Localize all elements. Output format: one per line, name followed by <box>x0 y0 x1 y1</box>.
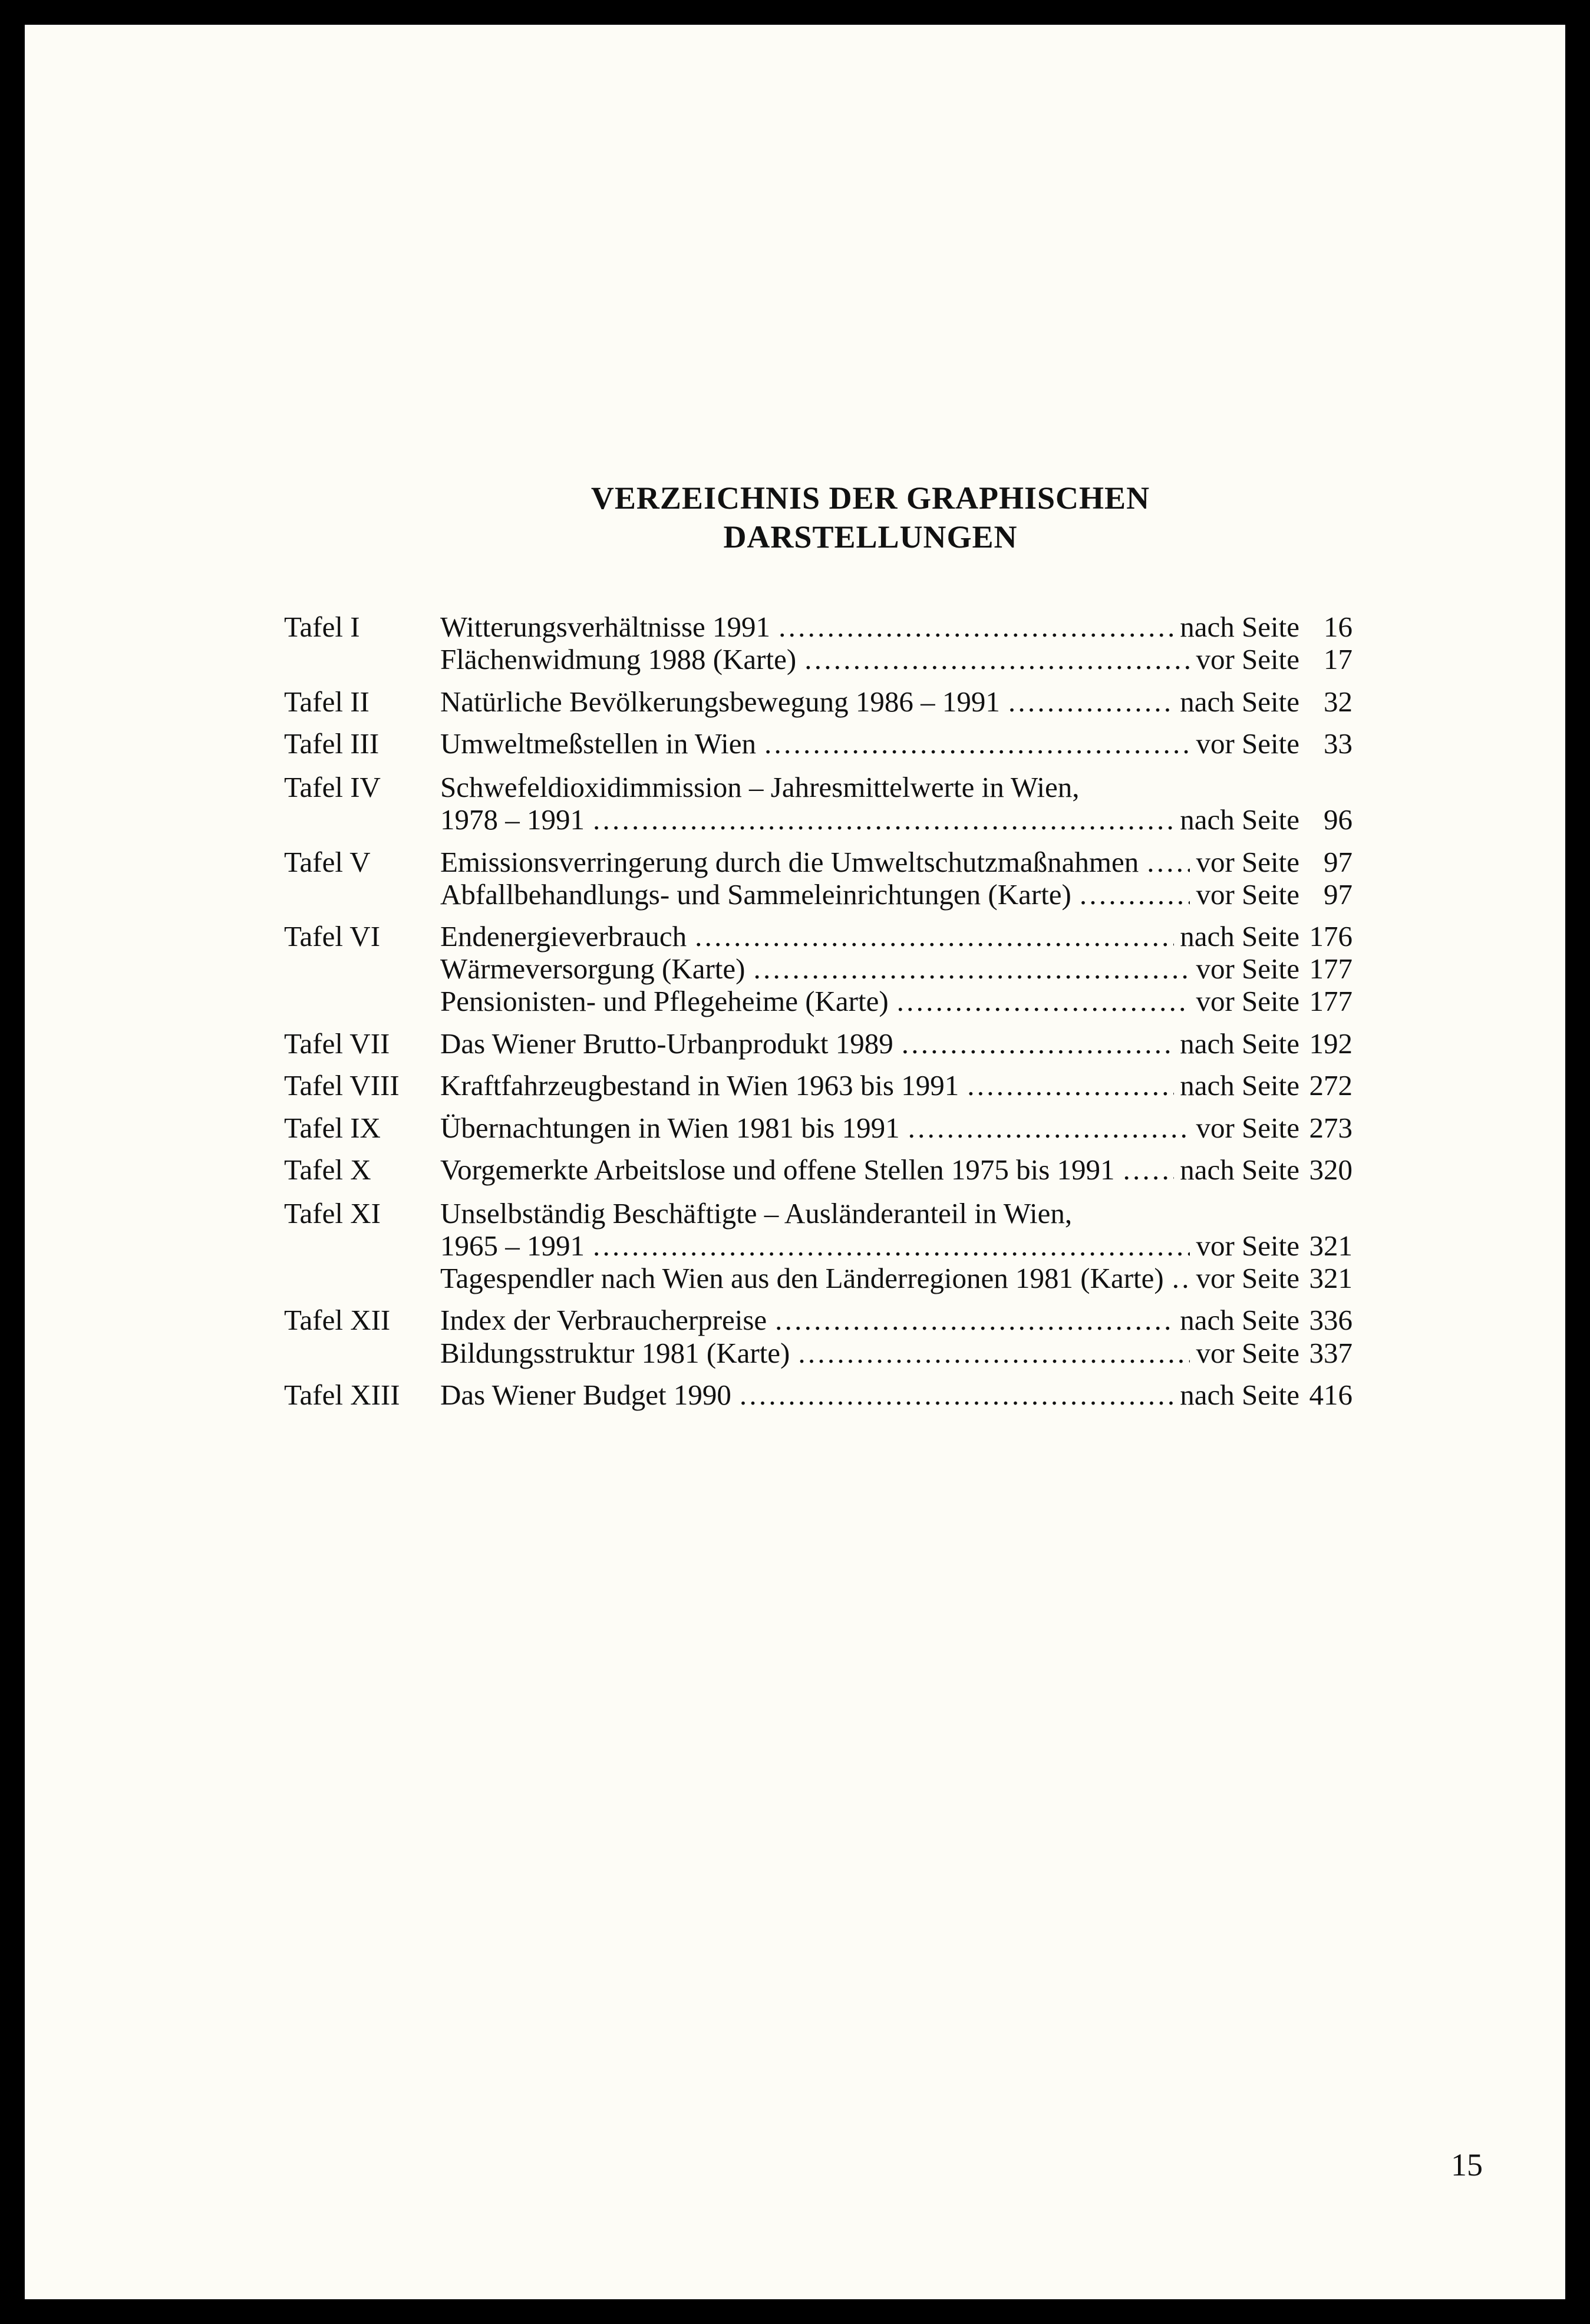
entry-page: 416 <box>1309 1379 1353 1411</box>
tafel-label: Tafel II <box>284 685 370 718</box>
page-number: 15 <box>1451 2147 1483 2183</box>
entry-title: Endenergieverbrauch <box>440 920 687 952</box>
entry <box>440 1301 1353 1339</box>
dot-leader <box>804 641 1190 678</box>
tafel-label: Tafel VII <box>284 1027 390 1060</box>
entry-title: Das Wiener Brutto-Urbanprodukt 1989 <box>440 1027 893 1060</box>
entry <box>440 683 1353 721</box>
table-row <box>25 1067 1565 1105</box>
dot-leader <box>967 1067 1174 1105</box>
table-row <box>25 801 1565 839</box>
entry-position: vor Seite <box>1196 985 1299 1017</box>
table-row <box>25 1025 1565 1063</box>
dot-leader <box>1008 683 1174 721</box>
entry-position: vor Seite <box>1196 878 1299 911</box>
entry <box>440 641 1353 678</box>
table-row <box>25 1301 1565 1339</box>
entry <box>440 876 1353 914</box>
tafel-label: Tafel III <box>284 727 380 760</box>
entry-title: Vorgemerkte Arbeitslose und offene Stellen 1975 bis 1991 <box>440 1153 1115 1186</box>
entry-title: Übernachtungen in Wien 1981 bis 1991 <box>440 1112 900 1144</box>
table-row <box>25 683 1565 721</box>
entry-page: 177 <box>1309 952 1353 985</box>
entry-page: 177 <box>1309 985 1353 1017</box>
entry-page: 96 <box>1324 803 1353 836</box>
table-row <box>25 1151 1565 1189</box>
entry-page: 192 <box>1309 1027 1353 1060</box>
entry-page: 273 <box>1309 1112 1353 1144</box>
entry-page: 176 <box>1309 920 1353 952</box>
table-row <box>25 725 1565 763</box>
title-line-1: VERZEICHNIS DER GRAPHISCHEN <box>591 480 1150 516</box>
entry-position: vor Seite <box>1196 727 1299 760</box>
entry-position: nach Seite <box>1180 1379 1299 1411</box>
dot-leader <box>775 1301 1174 1339</box>
entry-page: 17 <box>1324 643 1353 675</box>
entry-position: nach Seite <box>1180 1069 1299 1102</box>
entry-title: Pensionisten- und Pflegeheime (Karte) <box>440 985 889 1017</box>
entry-title: Schwefeldioxidimmission – Jahresmittelwerte in Wien, <box>440 771 1080 803</box>
entry <box>440 1260 1353 1297</box>
entry-page: 97 <box>1324 846 1353 878</box>
entry-title: Witterungsverhältnisse 1991 <box>440 611 771 643</box>
entry-position: vor Seite <box>1196 1229 1299 1262</box>
dot-leader <box>902 1025 1175 1063</box>
document-page <box>25 25 1565 2299</box>
entry <box>440 1067 1353 1105</box>
tafel-label: Tafel XIII <box>284 1379 400 1411</box>
entry-title: 1978 – 1991 <box>440 803 585 836</box>
entry-page: 33 <box>1324 727 1353 760</box>
entry-position: nach Seite <box>1180 920 1299 952</box>
tafel-label: Tafel XI <box>284 1197 381 1229</box>
entry <box>440 801 1353 839</box>
dot-leader <box>908 1109 1190 1147</box>
entry-page: 320 <box>1309 1153 1353 1186</box>
entry-position: nach Seite <box>1180 685 1299 718</box>
entry-title: Tagespendler nach Wien aus den Länderregionen 1981 (Karte) <box>440 1262 1164 1294</box>
entry-page: 32 <box>1324 685 1353 718</box>
entry-title: Das Wiener Budget 1990 <box>440 1379 731 1411</box>
entry-title: Unselbständig Beschäftigte – Ausländeranteil in Wien, <box>440 1197 1073 1229</box>
tafel-label: Tafel IX <box>284 1112 381 1144</box>
table-row <box>25 876 1565 914</box>
entry-title: Wärmeversorgung (Karte) <box>440 952 745 985</box>
title-line-2: DARSTELLUNGEN <box>723 519 1018 555</box>
entry-page: 16 <box>1324 611 1353 643</box>
entry <box>440 1151 1353 1189</box>
entry <box>440 725 1353 763</box>
entry-page: 337 <box>1309 1337 1353 1369</box>
tafel-label: Tafel X <box>284 1153 371 1186</box>
entry-position: nach Seite <box>1180 1153 1299 1186</box>
entry-position: nach Seite <box>1180 803 1299 836</box>
entry-position: nach Seite <box>1180 1027 1299 1060</box>
dot-leader <box>798 1334 1190 1372</box>
table-row <box>25 1376 1565 1414</box>
entry-position: vor Seite <box>1196 1112 1299 1144</box>
table-row <box>25 1260 1565 1297</box>
entry-title: Index der Verbraucherpreise <box>440 1304 767 1336</box>
tafel-label: Tafel VIII <box>284 1069 400 1102</box>
entry-position: vor Seite <box>1196 1337 1299 1369</box>
entry-title: Flächenwidmung 1988 (Karte) <box>440 643 797 675</box>
table-row <box>25 1109 1565 1147</box>
entry-page: 336 <box>1309 1304 1353 1336</box>
entry-position: vor Seite <box>1196 1262 1299 1294</box>
entry <box>440 1025 1353 1063</box>
entry <box>440 1376 1353 1414</box>
entry <box>440 983 1353 1020</box>
tafel-label: Tafel XII <box>284 1304 391 1336</box>
dot-leader <box>1123 1151 1175 1189</box>
dot-leader <box>1172 1260 1190 1297</box>
tafel-label: Tafel VI <box>284 920 381 952</box>
entry-page: 321 <box>1309 1262 1353 1294</box>
page-title <box>25 479 1590 556</box>
tafel-label: Tafel IV <box>284 771 381 803</box>
entry <box>440 1109 1353 1147</box>
entry <box>440 1334 1353 1372</box>
entry-page: 272 <box>1309 1069 1353 1102</box>
entry-title: Bildungsstruktur 1981 (Karte) <box>440 1337 790 1369</box>
entry-position: nach Seite <box>1180 611 1299 643</box>
dot-leader <box>740 1376 1174 1414</box>
dot-leader <box>897 983 1190 1020</box>
entry-position: vor Seite <box>1196 643 1299 675</box>
entry-title: Natürliche Bevölkerungsbewegung 1986 – 1991 <box>440 685 1000 718</box>
entry-page: 321 <box>1309 1229 1353 1262</box>
entry-title: 1965 – 1991 <box>440 1229 585 1262</box>
table-row <box>25 1334 1565 1372</box>
dot-leader <box>593 801 1174 839</box>
entry-title: Umweltmeßstellen in Wien <box>440 727 757 760</box>
entry-title: Kraftfahrzeugbestand in Wien 1963 bis 1991 <box>440 1069 959 1102</box>
entry-position: vor Seite <box>1196 952 1299 985</box>
entry-title: Abfallbehandlungs- und Sammeleinrichtungen (Karte) <box>440 878 1071 911</box>
dot-leader <box>764 725 1190 763</box>
entry-position: vor Seite <box>1196 846 1299 878</box>
table-row <box>25 983 1565 1020</box>
tafel-label: Tafel V <box>284 846 371 878</box>
entry-title: Emissionsverringerung durch die Umweltschutzmaßnahmen <box>440 846 1139 878</box>
tafel-label: Tafel I <box>284 611 360 643</box>
entry-position: nach Seite <box>1180 1304 1299 1336</box>
table-row <box>25 641 1565 678</box>
dot-leader <box>1080 876 1190 914</box>
entry-page: 97 <box>1324 878 1353 911</box>
